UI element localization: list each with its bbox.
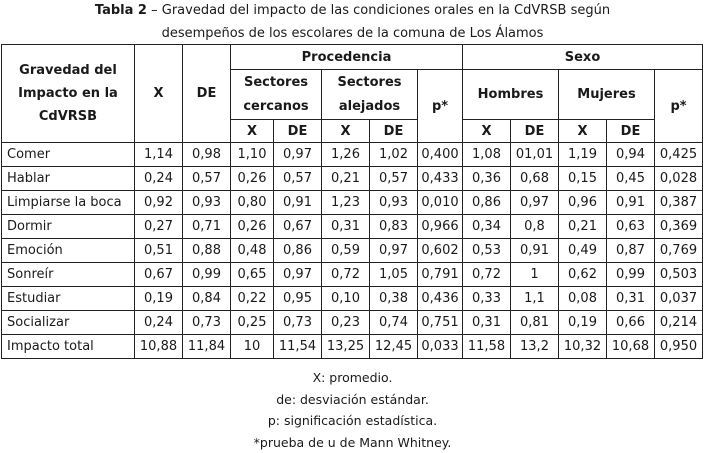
table-cell: 0,36: [463, 167, 511, 191]
table-cell: 0,24: [135, 167, 183, 191]
table-cell: 1,23: [322, 191, 370, 215]
table-cell: 0,387: [655, 191, 703, 215]
table-cell: 0,91: [511, 239, 559, 263]
note-p: p: significación estadística.: [0, 410, 705, 432]
table-cell: 0,72: [322, 263, 370, 287]
table-cell: 0,95: [274, 287, 322, 311]
table-cell: 0,67: [274, 215, 322, 239]
table-cell: 0,23: [322, 311, 370, 335]
table-cell: 0,49: [559, 239, 607, 263]
table-cell: 10: [231, 335, 274, 359]
table-cell: 10,32: [559, 335, 607, 359]
header-de: DE: [183, 45, 231, 143]
table-cell: 1,26: [322, 143, 370, 167]
header-de-alejados: DE: [370, 120, 418, 143]
table-cell: 0,73: [274, 311, 322, 335]
row-label: Comer: [2, 143, 135, 167]
table-cell: 0,59: [322, 239, 370, 263]
header-sectores-cercanos: Sectores cercanos: [231, 70, 322, 120]
header-x: X: [135, 45, 183, 143]
header-mujeres: Mujeres: [559, 70, 655, 120]
table-row: [2, 335, 703, 359]
table-cell: 0,63: [607, 215, 655, 239]
table-cell: 0,96: [559, 191, 607, 215]
row-label: Socializar: [2, 311, 135, 335]
table-row: [2, 191, 703, 215]
note-x: X: promedio.: [0, 367, 705, 389]
table-cell: 0,31: [607, 287, 655, 311]
table-cell: 0,037: [655, 287, 703, 311]
header-sectores-alejados: Sectores alejados: [322, 70, 418, 120]
table-cell: 0,38: [370, 287, 418, 311]
table-cell: 0,74: [370, 311, 418, 335]
table-cell: 0,24: [135, 311, 183, 335]
header-x-alejados: X: [322, 120, 370, 143]
table-cell: 0,92: [135, 191, 183, 215]
table-cell: 0,67: [135, 263, 183, 287]
table-cell: 0,602: [418, 239, 463, 263]
table-cell: 0,503: [655, 263, 703, 287]
table-cell: 13,2: [511, 335, 559, 359]
table-cell: 0,433: [418, 167, 463, 191]
table-cell: 0,769: [655, 239, 703, 263]
table-cell: 0,87: [607, 239, 655, 263]
table-cell: 0,72: [463, 263, 511, 287]
header-x-mujeres: X: [559, 120, 607, 143]
table-cell: 1,08: [463, 143, 511, 167]
data-table: [1, 44, 703, 359]
header-x-cercanos: X: [231, 120, 274, 143]
table-cell: 0,425: [655, 143, 703, 167]
row-label: Estudiar: [2, 287, 135, 311]
caption-text: – Gravedad del impacto de las condiciones orales en la CdVRSB según: [147, 3, 610, 18]
table-cell: 11,54: [274, 335, 322, 359]
table-cell: 10,88: [135, 335, 183, 359]
header-p-procedencia: p*: [418, 70, 463, 143]
header-de-mujeres: DE: [607, 120, 655, 143]
table-row: [2, 263, 703, 287]
table-cell: 0,97: [511, 191, 559, 215]
table-cell: 0,10: [322, 287, 370, 311]
header-de-hombres: DE: [511, 120, 559, 143]
table-cell: 0,97: [370, 239, 418, 263]
table-cell: 0,25: [231, 311, 274, 335]
table-cell: 0,26: [231, 167, 274, 191]
table-cell: 0,91: [274, 191, 322, 215]
header-hombres: Hombres: [463, 70, 559, 120]
table-cell: 1,14: [135, 143, 183, 167]
table-cell: 0,97: [274, 143, 322, 167]
table-cell: 0,86: [274, 239, 322, 263]
header-p-sexo: p*: [655, 70, 703, 143]
table-row: [2, 215, 703, 239]
table-cell: 0,436: [418, 287, 463, 311]
table-cell: 0,34: [463, 215, 511, 239]
table-cell: 0,84: [183, 287, 231, 311]
table-cell: 0,45: [607, 167, 655, 191]
table-cell: 0,33: [463, 287, 511, 311]
table-cell: 0,028: [655, 167, 703, 191]
table-row: [2, 239, 703, 263]
note-de: de: desviación estándar.: [0, 389, 705, 411]
table-cell: 1: [511, 263, 559, 287]
row-label: Hablar: [2, 167, 135, 191]
table-cell: 0,57: [183, 167, 231, 191]
table-cell: 0,93: [370, 191, 418, 215]
table-cell: 0,94: [607, 143, 655, 167]
table-cell: 11,84: [183, 335, 231, 359]
table-cell: 0,966: [418, 215, 463, 239]
row-label: Limpiarse la boca: [2, 191, 135, 215]
table-notes: [0, 367, 705, 453]
table-cell: 0,57: [370, 167, 418, 191]
header-impact: Gravedad del Impacto en la CdVRSB: [2, 45, 135, 143]
table-cell: 0,791: [418, 263, 463, 287]
row-label: Impacto total: [2, 335, 135, 359]
table-cell: 01,01: [511, 143, 559, 167]
caption-label: Tabla 2: [95, 3, 147, 18]
table-cell: 0,27: [135, 215, 183, 239]
table-cell: 11,58: [463, 335, 511, 359]
table-cell: 0,68: [511, 167, 559, 191]
table-cell: 0,62: [559, 263, 607, 287]
table-cell: 0,15: [559, 167, 607, 191]
table-cell: 0,950: [655, 335, 703, 359]
table-cell: 0,400: [418, 143, 463, 167]
table-cell: 0,19: [135, 287, 183, 311]
table-cell: 0,48: [231, 239, 274, 263]
table-cell: 0,010: [418, 191, 463, 215]
table-cell: 0,66: [607, 311, 655, 335]
table-cell: 0,369: [655, 215, 703, 239]
table-cell: 0,97: [274, 263, 322, 287]
table-cell: 0,99: [607, 263, 655, 287]
table-cell: 0,65: [231, 263, 274, 287]
table-cell: 0,19: [559, 311, 607, 335]
table-cell: 1,02: [370, 143, 418, 167]
table-row: [2, 143, 703, 167]
table-cell: 0,8: [511, 215, 559, 239]
table-row: [2, 167, 703, 191]
table-cell: 0,21: [559, 215, 607, 239]
table-cell: 0,08: [559, 287, 607, 311]
table-body: [2, 143, 703, 359]
note-test: *prueba de u de Mann Whitney.: [0, 432, 705, 453]
table-cell: 0,26: [231, 215, 274, 239]
table-cell: 0,86: [463, 191, 511, 215]
table-cell: 1,10: [231, 143, 274, 167]
row-label: Emoción: [2, 239, 135, 263]
table-cell: 0,31: [322, 215, 370, 239]
table-cell: 0,73: [183, 311, 231, 335]
table-row: [2, 311, 703, 335]
table-cell: 0,98: [183, 143, 231, 167]
table-cell: 0,83: [370, 215, 418, 239]
table-cell: 0,81: [511, 311, 559, 335]
table-cell: 0,80: [231, 191, 274, 215]
table-caption-line2: desempeños de los escolares de la comuna de Los Álamos: [0, 22, 705, 45]
table-cell: 0,99: [183, 263, 231, 287]
table-cell: 0,93: [183, 191, 231, 215]
table-cell: 0,88: [183, 239, 231, 263]
table-cell: 1,19: [559, 143, 607, 167]
row-label: Sonreír: [2, 263, 135, 287]
table-cell: 0,57: [274, 167, 322, 191]
table-cell: 0,31: [463, 311, 511, 335]
table-caption: [0, 0, 705, 22]
table-cell: 13,25: [322, 335, 370, 359]
table-cell: 1,05: [370, 263, 418, 287]
table-cell: 0,22: [231, 287, 274, 311]
table-cell: 0,53: [463, 239, 511, 263]
table-cell: 0,033: [418, 335, 463, 359]
header-x-hombres: X: [463, 120, 511, 143]
table-cell: 0,751: [418, 311, 463, 335]
header-de-cercanos: DE: [274, 120, 322, 143]
table-cell: 0,21: [322, 167, 370, 191]
table-cell: 10,68: [607, 335, 655, 359]
table-cell: 0,51: [135, 239, 183, 263]
table-cell: 0,214: [655, 311, 703, 335]
table-head: [2, 45, 703, 143]
row-label: Dormir: [2, 215, 135, 239]
table-row: [2, 287, 703, 311]
header-sexo: Sexo: [463, 45, 703, 70]
table-cell: 12,45: [370, 335, 418, 359]
table-cell: 0,71: [183, 215, 231, 239]
header-procedencia: Procedencia: [231, 45, 463, 70]
table-cell: 1,1: [511, 287, 559, 311]
table-cell: 0,91: [607, 191, 655, 215]
